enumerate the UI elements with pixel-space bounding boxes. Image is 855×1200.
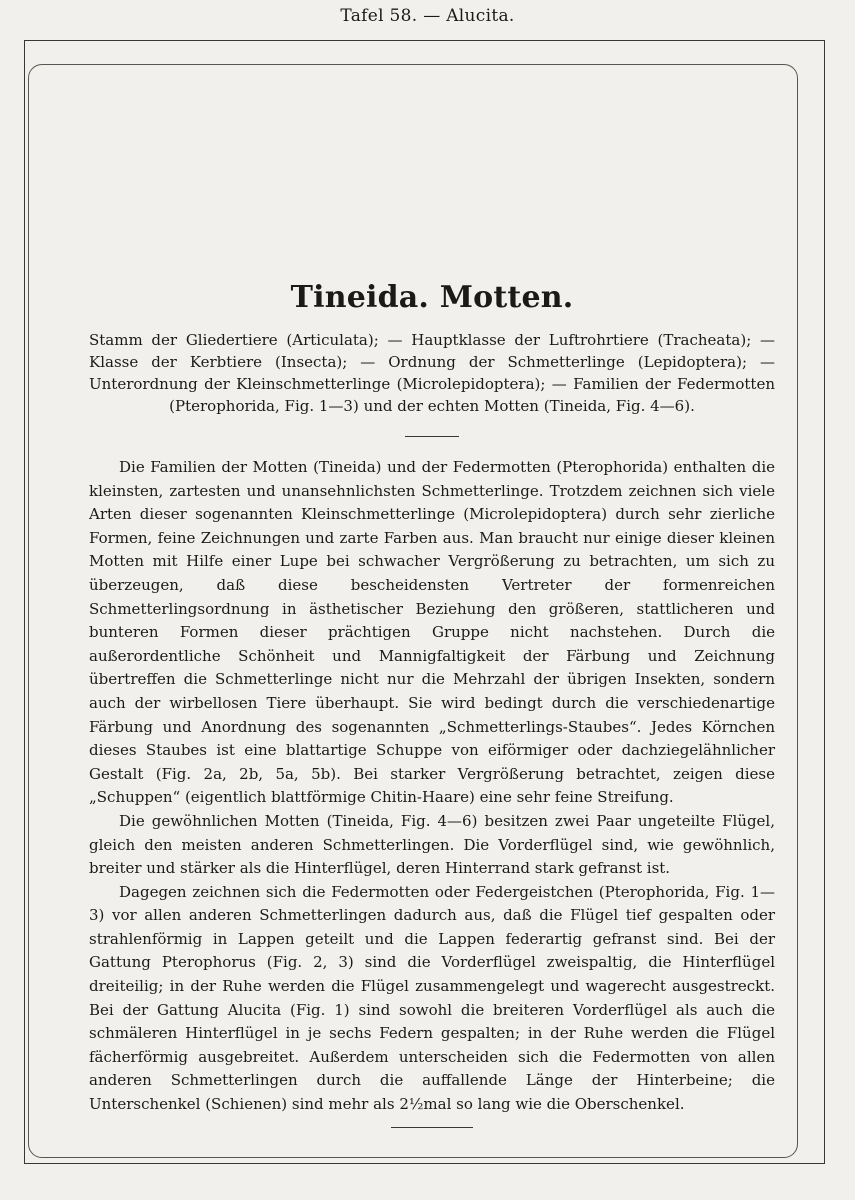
end-rule <box>391 1127 473 1128</box>
page-title: Tineida. Motten. <box>290 280 574 315</box>
content-area <box>89 280 775 1128</box>
body-paragraph-3: Dagegen zeichnen sich die Federmotten oder Federgeistchen (Pterophorida, Fig. 1—3) vor allen anderen Schmetterlingen dadurch aus, daß die Flügel tief gespalten oder strahlenförmig in Lappen geteilt und die Lappen federartig gefranst sind. Bei der Gattung Pterophorus (Fig. 2, 3) sind die Vorderflügel zweispaltig, die Hinterflügel dreiteilig; in der Ruhe werden die Flügel zusammengelegt und wagerecht ausgestreckt. Bei der Gattung Alucita (Fig. 1) sind sowohl die breiteren Vorderflügel als auch die schmäleren Hinterflügel in je sechs Federn gespalten; in der Ruhe werden die Flügel fächerförmig ausgebreitet. Außerdem unterscheiden sich die Federmotten von allen anderen Schmetterlingen durch die auffallende Länge der Hinterbeine; die Unterschenkel (Schienen) sind mehr als 2½mal so lang wie die Oberschenkel. <box>89 882 775 1114</box>
taxonomy-paragraph: Stamm der Gliedertiere (Articulata); — Hauptklasse der Luftrohrtiere (Tracheata); — Klasse der Kerbtiere (Insecta); — Ordnung der Schmetterlinge (Lepidoptera); — Unterordnung der Kleinschmetterlinge (Microlepidoptera); — Familien der Federmotten (Pterophorida, Fig. 1—3) und der echten Motten (Tineida, Fig. 4—6). <box>89 331 775 415</box>
body-paragraph-1: Die Familien der Motten (Tineida) und der Federmotten (Pterophorida) enthalten die kleinsten, zartesten und unansehnlichsten Schmetterlinge. Trotzdem zeichnen sich viele Arten dieser sogenannten Kleinschmetterlinge (Microlepidoptera) durch sehr zierliche Formen, feine Zeichnungen und zarte Farben aus. Man braucht nur einige dieser kleinen Motten mit Hilfe einer Lupe bei schwacher Vergrößerung zu betrachten, um sich zu überzeugen, daß diese bescheidensten Vertreter der formenreichen Schmetterlingsordnung in ästhetischer Beziehung den größeren, stattlicheren und bunteren Formen dieser prächtigen Gruppe nicht nachstehen. Durch die außerordentliche Schönheit und Mannigfaltigkeit der Färbung und Zeichnung übertreffen die Schmetterlinge nicht nur die Mehrzahl der übrigen Insekten, sondern auch der wirbellosen Tiere überhaupt. Sie wird bedingt durch die verschiedenartige Färbung und Anordnung des sogenannten „Schmetterlings-Staubes“. Jedes Körnchen dieses Staubes ist eine blattartige Schuppe von eiförmiger oder dachziegelähnlicher Gestalt (Fig. 2a, 2b, 5a, 5b). Bei starker Vergrößerung betrachtet, zeigen diese „Schuppen“ (eigentlich blattförmige Chitin-Haare) eine sehr feine Streifung. <box>89 458 775 807</box>
body-paragraph-2: Die gewöhnlichen Motten (Tineida, Fig. 4—6) besitzen zwei Paar ungeteilte Flügel, gleich den meisten anderen Schmetterlingen. Die Vorderflügel sind, wie gewöhnlich, breiter und stärker als die Hinterflügel, deren Hinterrand stark gefranst ist. <box>89 811 775 878</box>
separator-rule <box>405 436 459 437</box>
running-head: Tafel 58. — Alucita. <box>340 6 515 26</box>
